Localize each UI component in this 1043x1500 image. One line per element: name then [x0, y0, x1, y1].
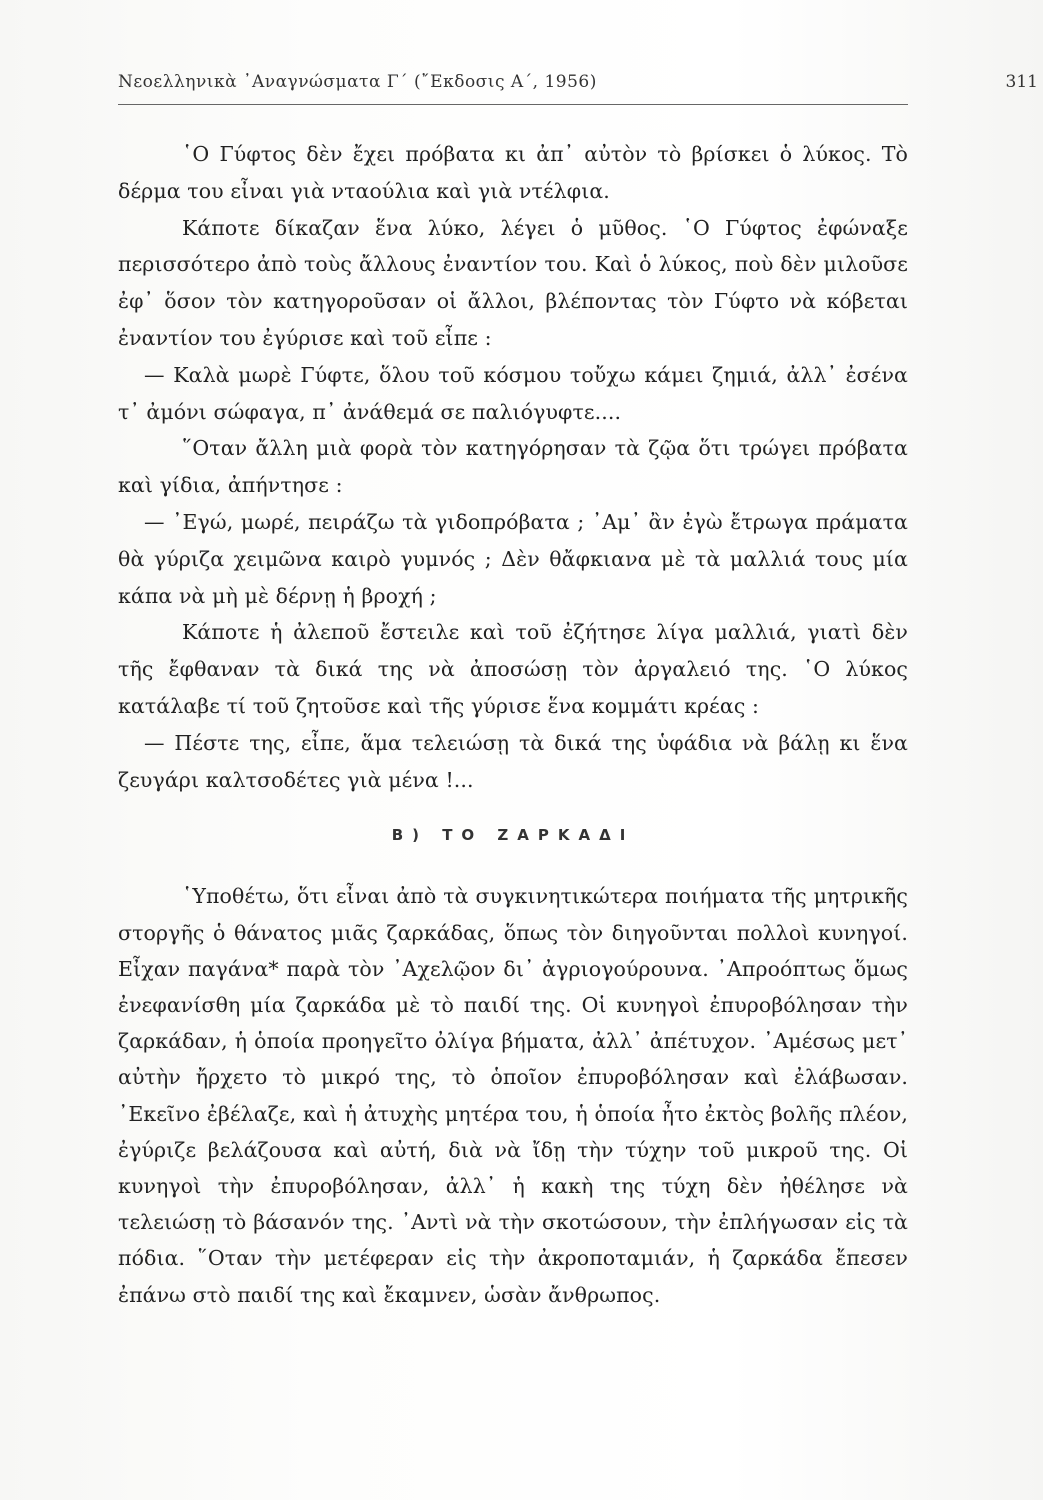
paragraph: Κάποτε δίκαζαν ἕνα λύκο, λέγει ὁ μῦθος. ῾Ο Γύφτος ἐφώναξε περισσότερο ἀπὸ τοὺς ἄλλους ἐναντίον του. Καὶ ὁ λύκος, ποὺ δὲν μιλοῦσε ἐφ᾿ ὅσον τὸν κατηγοροῦσαν οἱ ἄλλοι, βλέποντας τὸν Γύφτο νὰ κόβεται ἐναντίον του ἐγύρισε καὶ τοῦ εἶπε :: [118, 215, 908, 350]
paragraph: Κάποτε ἡ ἀλεποῦ ἔστειλε καὶ τοῦ ἐζήτησε λίγα μαλλιά, γιατὶ δὲν τῆς ἔφθαναν τὰ δικά της νὰ ἀποσώσῃ τὸν ἀργαλειό της. ῾Ο λύκος κατάλαβε τί τοῦ ζητοῦσε καὶ τῆς γύρισε ἕνα κομμάτι κρέας :: [118, 620, 908, 718]
dialogue-paragraph: — Πέστε της, εἶπε, ἅμα τελειώσῃ τὰ δικά της ὑφάδια νὰ βάλῃ κι ἕνα ζευγάρι καλτσοδέτες γιὰ μένα !...: [118, 730, 908, 792]
body-text: [118, 136, 908, 1313]
running-title: Νεοελληνικὰ ᾿Αναγνώσματα Γ΄ (῎Εκδοσις Α΄, 1956): [118, 72, 597, 92]
page-header: [118, 66, 1038, 100]
section-body: [118, 878, 908, 1312]
page-number: 311: [1005, 72, 1038, 92]
section-paragraph: ῾Υποθέτω, ὅτι εἶναι ἀπὸ τὰ συγκινητικώτερα ποιήματα τῆς μητρικῆς στοργῆς ὁ θάνατος μιᾶς ζαρκάδας, ὅπως τὸν διηγοῦνται πολλοὶ κυνηγοί. Εἶχαν παγάνα* παρὰ τὸν ᾿Αχελῷον δι᾿ ἀγριογούρουνα. ᾿Απροόπτως ὅμως ἐνεφανίσθη μία ζαρκάδα μὲ τὸ παιδί της. Οἱ κυνηγοὶ ἐπυροβόλησαν τὴν ζαρκάδαν, ἡ ὁποία προηγεῖτο ὀλίγα βήματα, ἀλλ᾿ ἀπέτυχον. ᾿Αμέσως μετ᾿ αὐτὴν ἤρχετο τὸ μικρό της, τὸ ὁποῖον ἐπυροβόλησαν καὶ ἐλάβωσαν. ᾿Εκεῖνο ἐβέλαζε, καὶ ἡ ἀτυχὴς μητέρα του, ἡ ὁποία ἦτο ἐκτὸς βολῆς πλέον, ἐγύριζε βελάζουσα καὶ αὐτή, διὰ νὰ ἴδῃ τὴν τύχην τοῦ μικροῦ της. Οἱ κυνηγοὶ τὴν ἐπυροβόλησαν, ἀλλ᾿ ἡ κακὴ της τύχη δὲν ἠθέλησε νὰ τελειώσῃ τὸ βάσανόν της. ᾿Αντὶ νὰ τὴν σκοτώσουν, τὴν ἐπλήγωσαν εἰς τὰ πόδια. ῞Οταν τὴν μετέφεραν εἰς τὴν ἀκροποταμιάν, ἡ ζαρκάδα ἔπεσεν ἐπάνω στὸ παιδί της καὶ ἔκαμνεν, ὡσὰν ἄνθρωπος.: [118, 884, 908, 1307]
paragraph: ῞Οταν ἄλλη μιὰ φορὰ τὸν κατηγόρησαν τὰ ζῷα ὅτι τρώγει πρόβατα καὶ γίδια, ἀπήντησε :: [118, 436, 908, 498]
dialogue-paragraph: — ᾿Εγώ, μωρέ, πειράζω τὰ γιδοπρόβατα ; ᾿Αμ᾿ ἂν ἐγὼ ἔτρωγα πράματα θὰ γύριζα χειμῶνα καιρὸ γυμνός ; Δὲν θἄφκιανα μὲ τὰ μαλλιά τους μία κάπα νὰ μὴ μὲ δέρνῃ ἡ βροχή ;: [118, 509, 908, 608]
header-divider: [118, 104, 908, 105]
section-title: Β) ΤΟ ΖΑΡΚΑΔΙ: [391, 826, 635, 845]
paragraph: ῾Ο Γύφτος δὲν ἔχει πρόβατα κι ἀπ᾿ αὐτὸν τὸ βρίσκει ὁ λύκος. Τὸ δέρμα του εἶναι γιὰ νταούλια καὶ γιὰ ντέλφια.: [118, 142, 908, 203]
dialogue-paragraph: — Καλὰ μωρὲ Γύφτε, ὅλου τοῦ κόσμου τοὔχω κάμει ζημιά, ἀλλ᾿ ἐσένα τ᾿ ἀμόνι σώφαγα, π᾿ ἀνάθεμά σε παλιόγυφτε....: [118, 362, 908, 424]
